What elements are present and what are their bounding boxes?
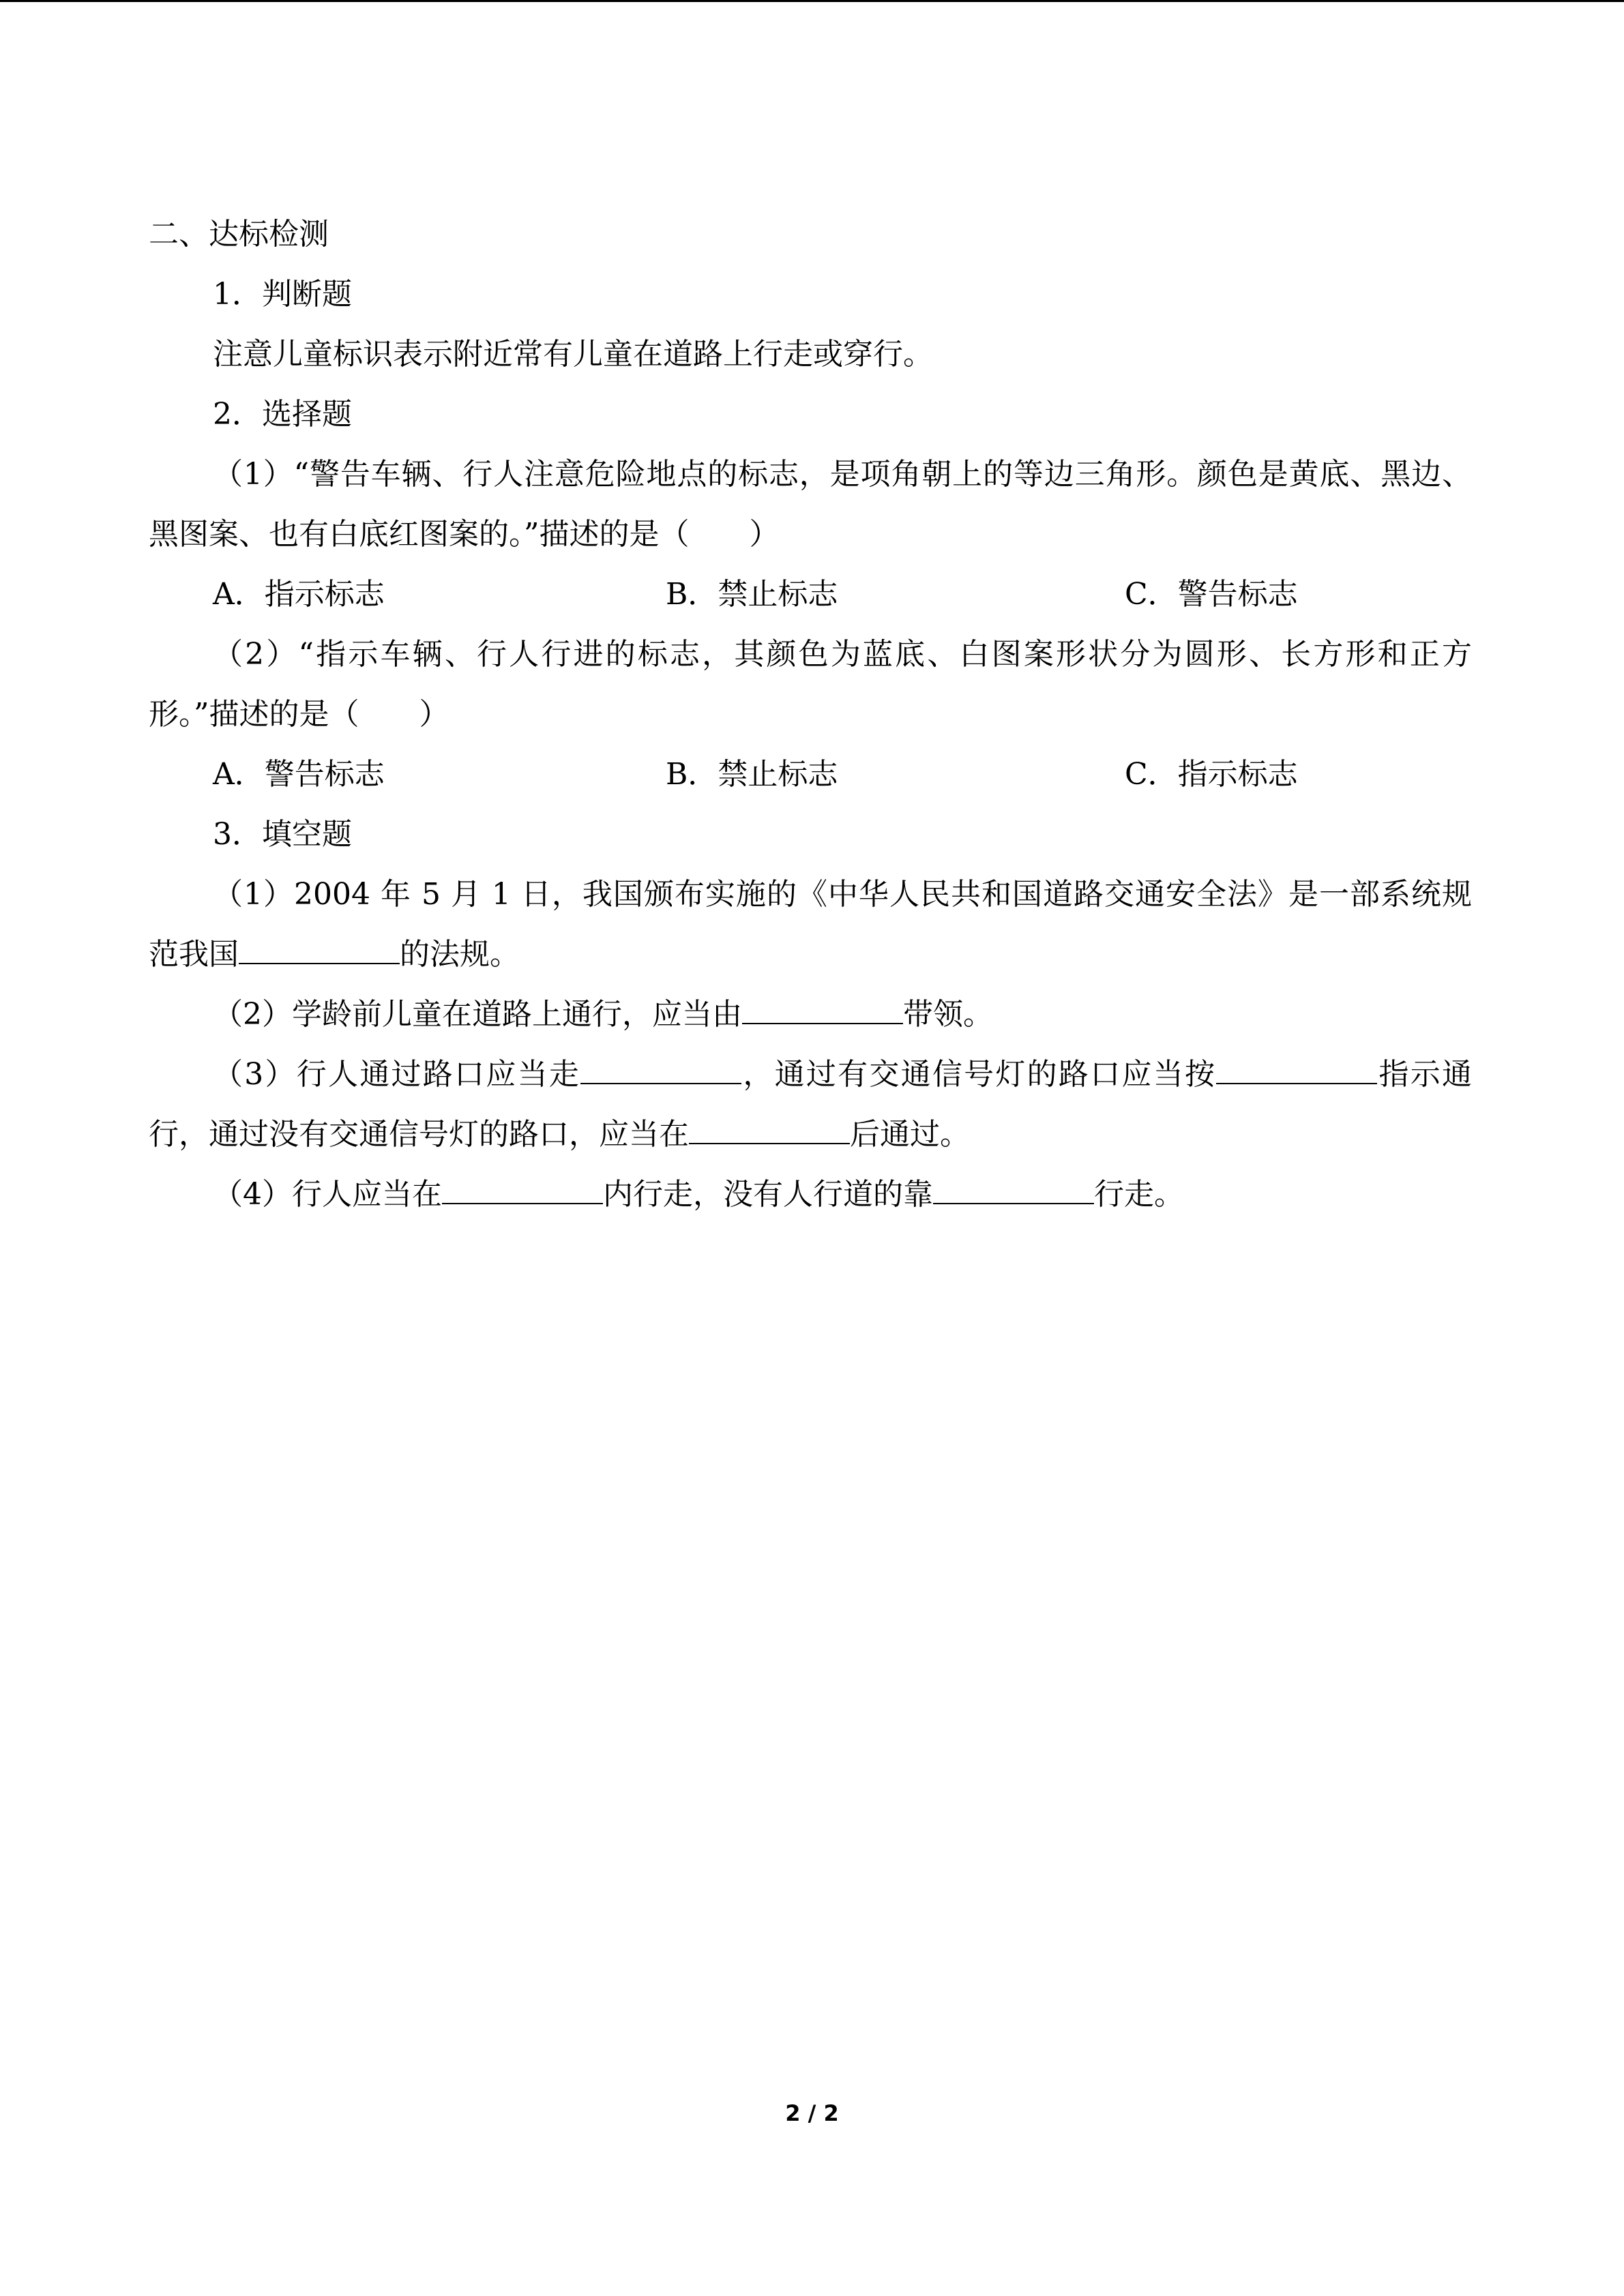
choice-question-1: （1）“警告车辆、行人注意危险地点的标志，是项角朝上的等边三角形。颜色是黄底、黑边、黑图案、也有白底红图案的。”描述的是（ ）: [149, 457, 1472, 552]
question-text: ，通过有交通信号灯的路口应当按: [741, 1057, 1217, 1092]
page-number: 2 / 2: [785, 2100, 839, 2126]
fill-blank-question-2: [149, 985, 1472, 1045]
question-text: 后通过。: [850, 1117, 970, 1152]
fill-blank-question-4: [149, 1165, 1472, 1225]
question-text: （1）2004 年 5 月 1 日，我国颁布实施的《中华人民共和国道路交通安全法》是一部系统规范我国: [149, 877, 1472, 972]
answer-blank: [442, 1176, 603, 1204]
fill-blank-question-3: [149, 1045, 1472, 1165]
option-a: A．指示标志: [213, 577, 385, 612]
question-text: （2）学龄前儿童在道路上通行，应当由: [213, 997, 742, 1032]
multiple-choice-heading: 2．选择题: [213, 397, 352, 432]
question-text: 指示通行，通过没有交通信号灯的路口，应当在: [149, 1057, 1473, 1152]
option-c: C．警告标志: [1125, 577, 1298, 612]
question-text: 的法规。: [400, 937, 520, 972]
question-text: 内行走，没有人行道的靠: [603, 1177, 933, 1212]
option-b: B．禁止标志: [666, 577, 838, 612]
option-b: B．禁止标志: [666, 757, 838, 792]
answer-blank: [580, 1056, 741, 1084]
choice-question-2-options: [149, 745, 1472, 805]
answer-blank: [1216, 1056, 1377, 1084]
question-text: 行走。: [1094, 1177, 1184, 1212]
answer-blank: [742, 996, 903, 1024]
top-border-line: [0, 0, 1624, 2]
option-a: A．警告标志: [213, 757, 385, 792]
answer-blank: [239, 936, 400, 964]
true-false-heading: 1．判断题: [213, 277, 352, 312]
choice-question-2: （2）“指示车辆、行人行进的标志，其颜色为蓝底、白图案形状分为圆形、长方形和正方形。”描述的是（ ）: [149, 637, 1472, 732]
question-text: （4）行人应当在: [213, 1177, 442, 1212]
option-c: C．指示标志: [1125, 757, 1298, 792]
section-title: 二、达标检测: [149, 217, 329, 252]
fill-blank-heading: 3．填空题: [213, 817, 352, 852]
question-text: 带领。: [903, 997, 993, 1032]
choice-question-1-options: [149, 565, 1472, 625]
worksheet-body: [149, 205, 1472, 1225]
answer-blank: [689, 1116, 850, 1144]
question-text: （3）行人通过路口应当走: [213, 1057, 581, 1092]
answer-blank: [933, 1176, 1094, 1204]
fill-blank-question-1: [149, 865, 1472, 985]
true-false-statement: 注意儿童标识表示附近常有儿童在道路上行走或穿行。: [213, 337, 933, 372]
